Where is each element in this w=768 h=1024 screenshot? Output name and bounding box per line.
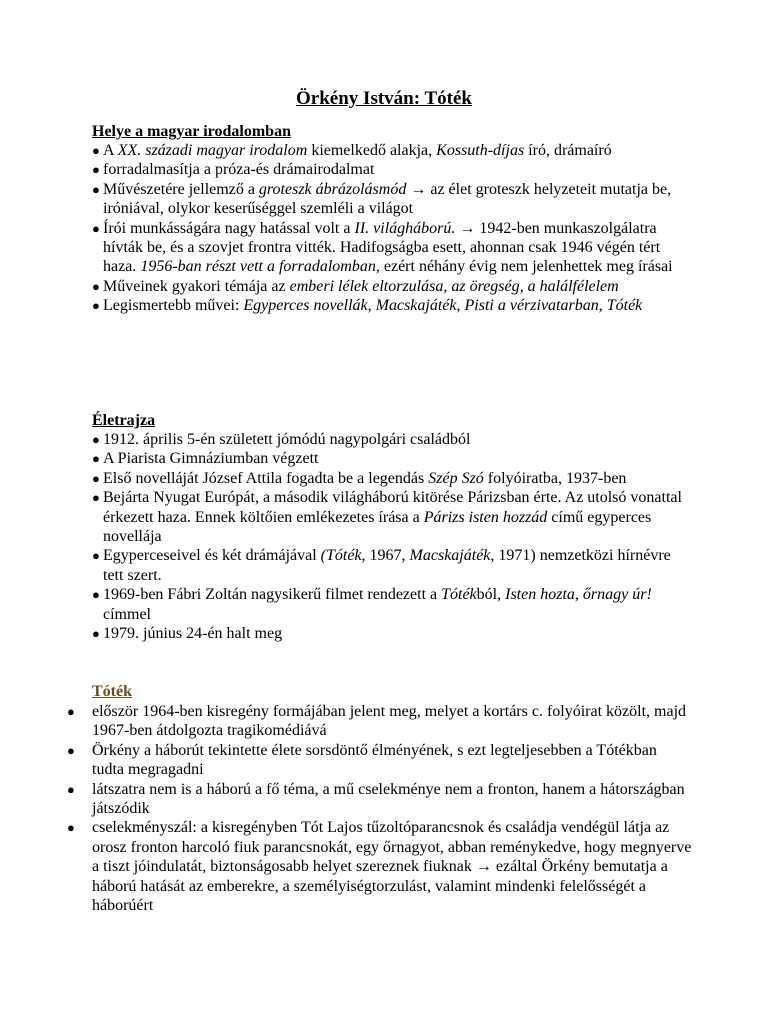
section-heading: Helye a magyar irodalomban — [92, 123, 291, 140]
list-item: ● Egyperceseivel és két drámájával (Tóték, 1967, Macskajáték, 1971) nemzetközi hírnévre tett szert. — [92, 547, 671, 584]
list-item: ● Örkény a háborút tekintette élete sorsdöntő élményének, s ezt legteljesebben a Tótékban tudta megragadni — [67, 741, 657, 779]
list-item: ● Műveinek gyakori témája az emberi lélek eltorzulása, az öregség, a halálfélelem — [92, 277, 619, 295]
list-item: ● 1979. június 24-én halt meg — [92, 625, 283, 643]
section-eletrajza — [92, 411, 692, 643]
bullet-icon: ● — [92, 432, 100, 447]
page-title: Örkény István: Tóték — [296, 88, 472, 109]
bullet-icon: ● — [92, 278, 100, 294]
list-item: ● Első novelláját József Attila fogadta be a legendás Szép Szó folyóiratba, 1937-ben — [92, 469, 627, 487]
section-helye — [92, 122, 692, 316]
list-item: ● forradalmasítja a próza-és drámairodalmat — [92, 161, 375, 179]
list-item: ● cselekményszál: a kisregényben Tót Lajos tűzoltóparancsnok és családja vendégül látja az orosz fronton harcoló fiuk parancsnokát, egy őrnagyot, abban reménykedve, hogy megnyerve a tiszt jóindulatát, biztonságosabb helyet szereznek fiuknak → ezáltal Örkény bemutatja a háború hatását az emberekre, a személyiségtorzulást, valamint mindenki felelősségét a háborúért — [67, 819, 692, 915]
bullet-icon: ● — [67, 704, 75, 719]
bullet-icon: ● — [92, 143, 100, 158]
list-item: ● Bejárta Nyugat Európát, a második világháború kitörése Párizsban érte. Az utolsó vonattal érkezett haza. Ennek költőien emlékezetes írása a Párizs isten hozzád című egyperces novellája — [92, 489, 682, 546]
bullet-icon: ● — [92, 548, 100, 564]
section-heading: Tóték — [92, 683, 132, 700]
bullet-icon: ● — [92, 181, 100, 197]
list-item: ● 1912. április 5-én született jómódú nagypolgári családból — [92, 431, 471, 448]
bullet-list — [92, 141, 692, 316]
list-item: ● Legismertebb művei: Egyperces novellák, Macskajáték, Pisti a vérzivatarban, Tóték — [92, 297, 643, 315]
bullet-icon: ● — [92, 451, 100, 467]
list-item: ● A XX. századi magyar irodalom kiemelkedő alakja, Kossuth-díjas író, drámaíró — [92, 142, 612, 159]
section-heading: Életrajza — [92, 412, 156, 429]
bullet-icon: ● — [92, 298, 100, 314]
bullet-icon: ● — [92, 490, 100, 506]
bullet-icon: ● — [92, 587, 100, 603]
list-item: ● A Piarista Gimnáziumban végzett — [92, 450, 319, 468]
list-item: ● Írói munkásságára nagy hatással volt a II. világháború. → 1942-ben munkaszolgálatra hívták be, és a szovjet frontra vitték. Hadifogságba esett, ahonnan csak 1946 végén tért haza. 1956-ban részt vett a forradalomban, ezért néhány évig nem jelenhettek meg írásai — [92, 219, 673, 276]
bullet-icon: ● — [67, 820, 75, 836]
list-item: ● Művészetére jellemző a groteszk ábrázolásmód → az élet groteszk helyzeteit mutatja be, iróniával, olykor keserűséggel szemléli a világot — [92, 180, 672, 218]
bullet-icon: ● — [67, 742, 75, 758]
section-toték — [67, 682, 692, 915]
list-item: ● először 1964-ben kisregény formájában jelent meg, melyet a kortárs c. folyóirat közölt, majd 1967-ben átdolgozta tragikomédiává — [67, 703, 687, 740]
bullet-icon: ● — [92, 626, 100, 642]
list-item: ● 1969-ben Fábri Zoltán nagysikerű filmet rendezett a Tótékból, Isten hozta, őrnagy úr! címmel — [92, 586, 652, 623]
bullet-icon: ● — [92, 470, 100, 486]
bullet-list — [67, 702, 692, 915]
bullet-icon: ● — [67, 781, 75, 797]
bullet-icon: ● — [92, 162, 100, 178]
bullet-list — [92, 430, 692, 643]
list-item: ● látszatra nem is a háború a fő téma, a mű cselekménye nem a fronton, hanem a hátországban játszódik — [67, 780, 685, 818]
bullet-icon: ● — [92, 220, 100, 236]
